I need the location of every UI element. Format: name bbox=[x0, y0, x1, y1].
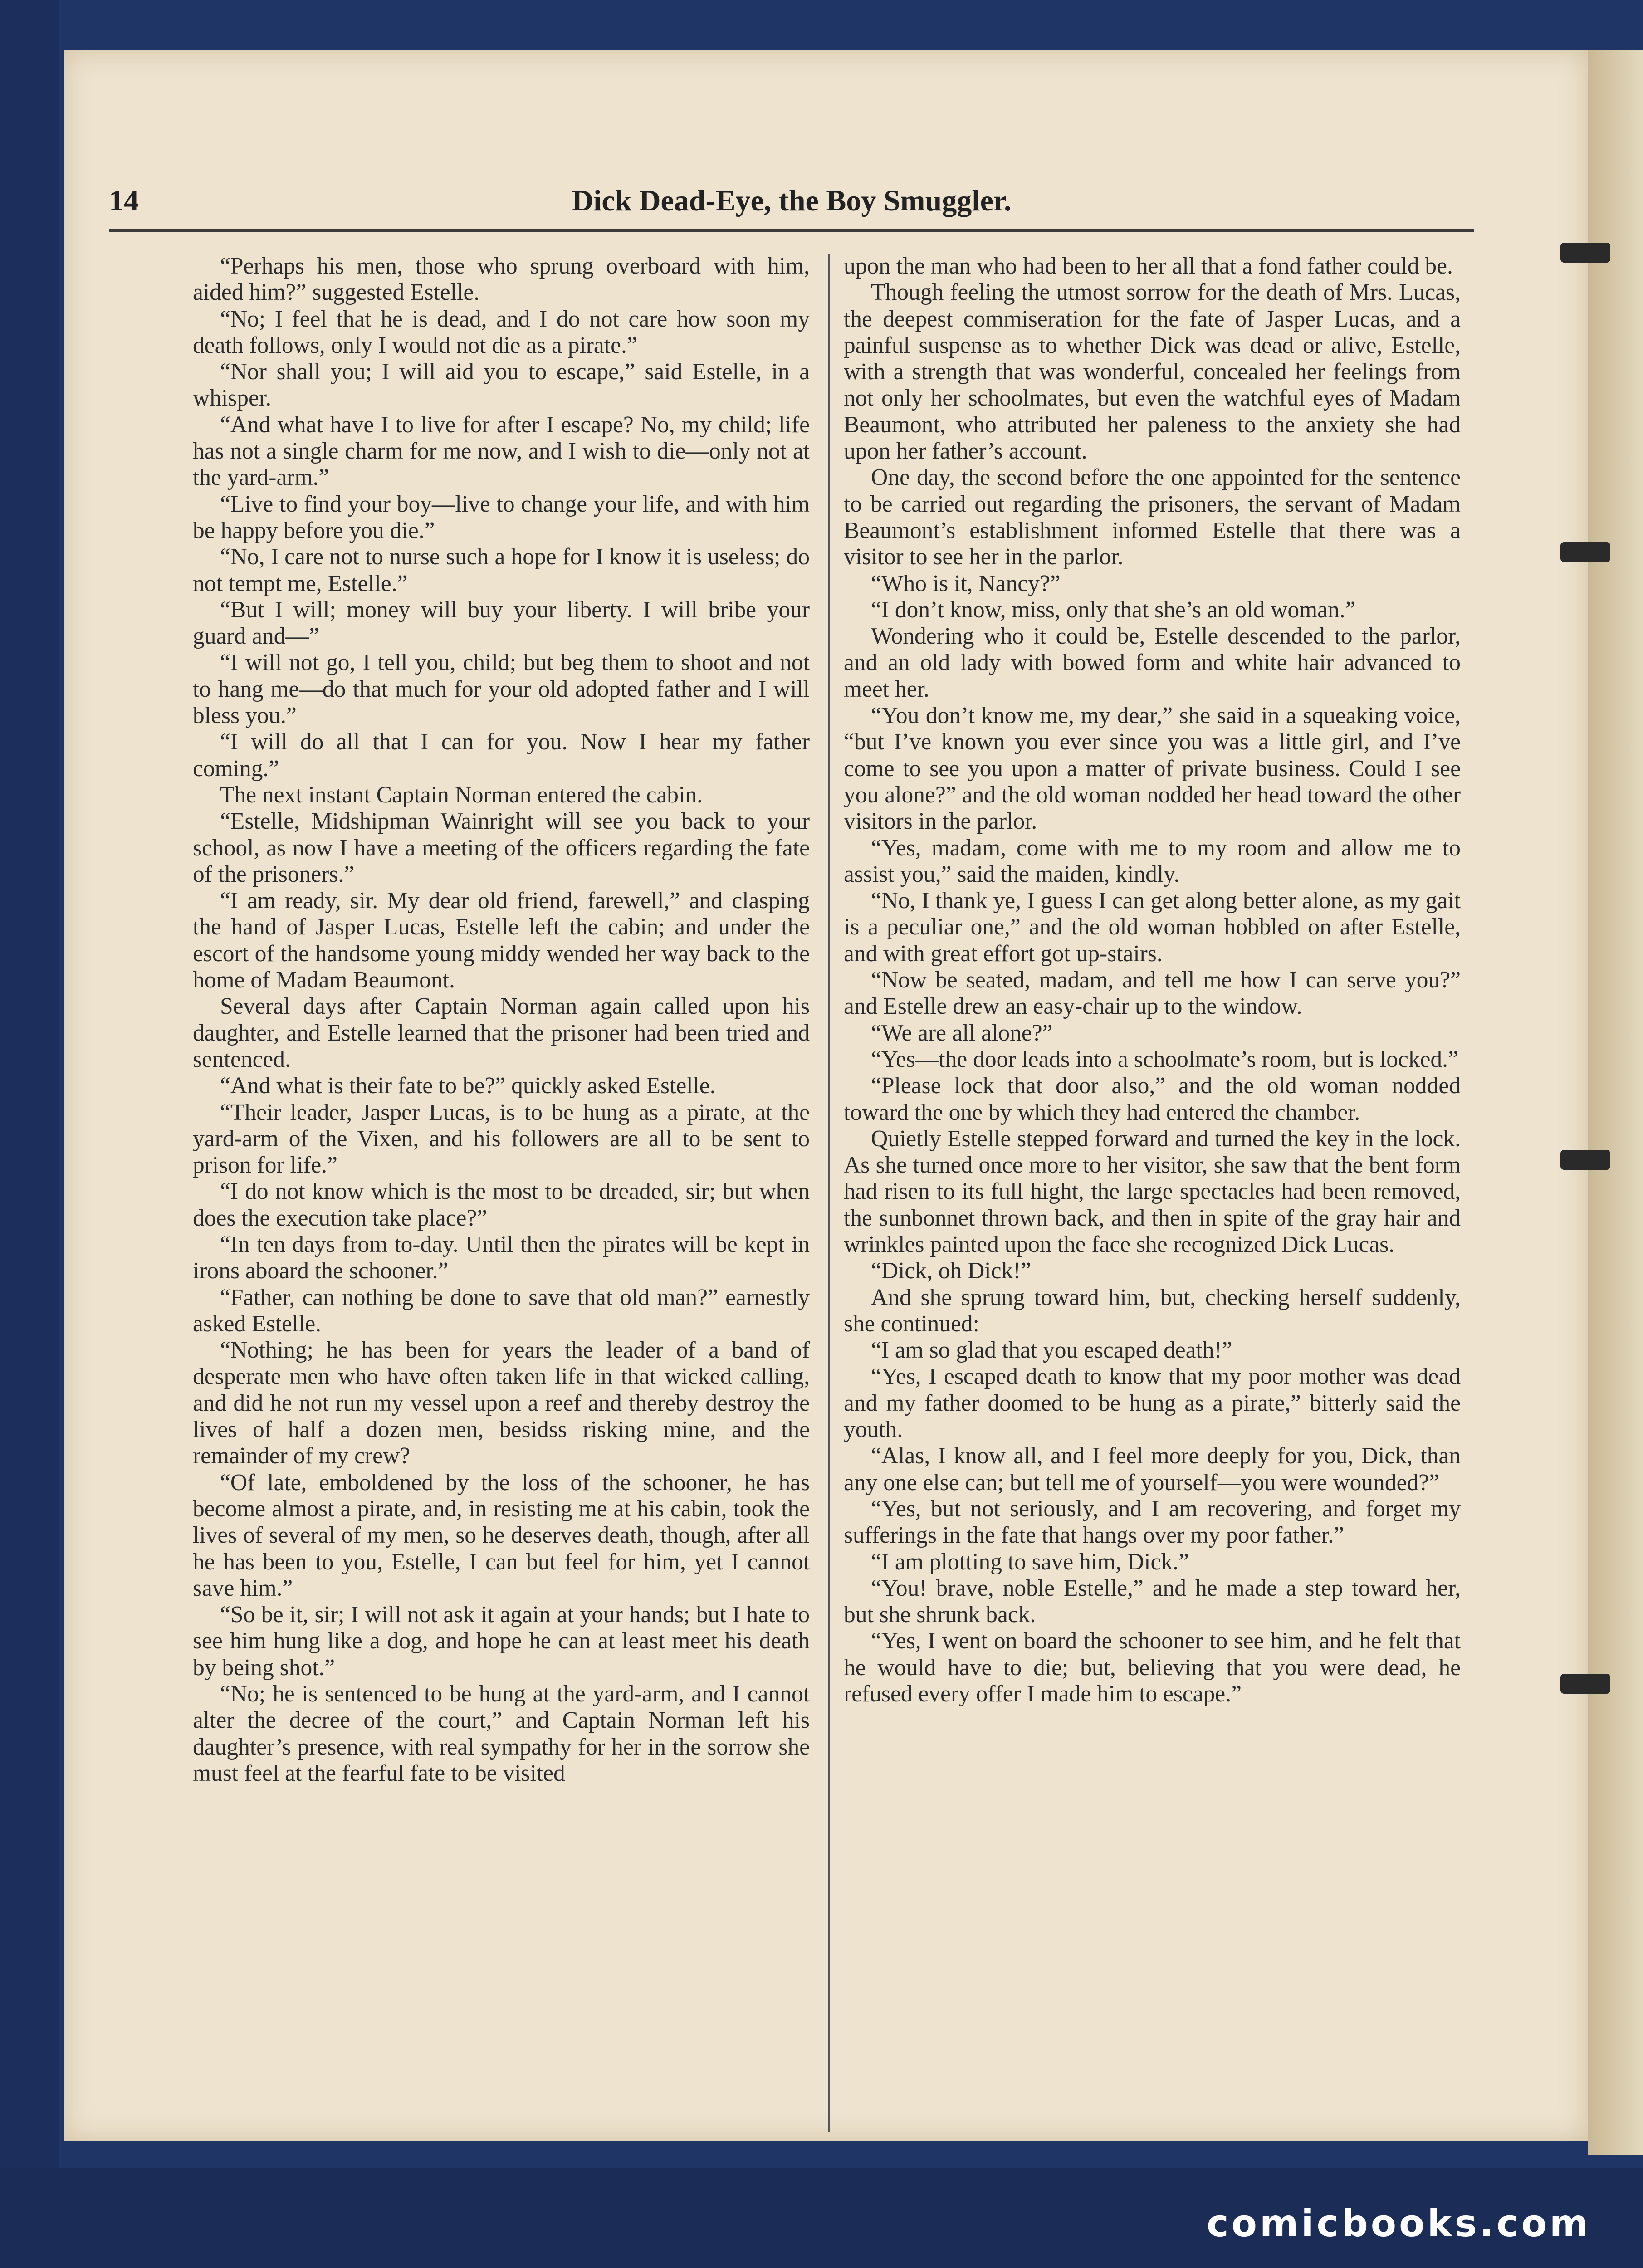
paragraph: “We are all alone?” bbox=[871, 1020, 1053, 1046]
paragraph: “No; he is sentenced to be hung at the yard-arm, and I cannot alter the decree of the court,” and Captain Norman left his daughter’s presence, with real sympathy for her in the sorrow she must feel at the fearful fate to be visited bbox=[193, 1681, 810, 1786]
page-header bbox=[109, 184, 1474, 232]
paragraph: Quietly Estelle stepped forward and turned the key in the lock. As she turned once more to her visitor, she saw that the bent form had risen to its full hight, the large spectacles had been removed, the sunbonnet thrown back, and then in spite of the gray hair and wrinkles painted upon the face she recognized Dick Lucas. bbox=[844, 1125, 1461, 1257]
paragraph: “And what is their fate to be?” quickly asked Estelle. bbox=[220, 1073, 716, 1099]
paragraph: “No, I care not to nurse such a hope for I know it is useless; do not tempt me, Estelle.” bbox=[193, 544, 810, 596]
paragraph: Wondering who it could be, Estelle descended to the parlor, and an old lady with bowed form and white hair advanced to meet her. bbox=[844, 623, 1461, 702]
paragraph: “I will do all that I can for you. Now I hear my father coming.” bbox=[193, 729, 810, 782]
site-watermark: comicbooks.com bbox=[1207, 2202, 1591, 2245]
paragraph: “I am plotting to save him, Dick.” bbox=[871, 1549, 1189, 1575]
paragraph: “In ten days from to-day. Until then the pirates will be kept in irons aboard the schooner.” bbox=[193, 1231, 810, 1284]
paragraph: “No; I feel that he is dead, and I do not care how soon my death follows, only I would not die as a pirate.” bbox=[193, 306, 810, 358]
paragraph: “I will not go, I tell you, child; but beg them to shoot and not to hang me—do that much for your old adopted father and I will bless you.” bbox=[193, 650, 810, 729]
paragraph: “Live to find your boy—live to change your life, and with him be happy before you die.” bbox=[193, 491, 810, 543]
paragraph: “And what have I to live for after I escape? No, my child; life has not a single charm for me now, and I wish to die—only not at the yard-arm.” bbox=[193, 411, 810, 491]
paragraph: “Yes, but not seriously, and I am recovering, and forget my sufferings in the fate that hangs over my poor father.” bbox=[844, 1496, 1461, 1549]
paragraph: “Of late, emboldened by the loss of the schooner, he has become almost a pirate, and, in resisting me at his cabin, took the lives of several of my men, so he deserves death, though, after all he has been to you, Estelle, I can but feel for him, yet I cannot save him.” bbox=[193, 1469, 810, 1601]
column-divider bbox=[828, 254, 830, 2132]
paragraph: And she sprung toward him, but, checking herself suddenly, she continued: bbox=[844, 1284, 1461, 1337]
paragraph: “You! brave, noble Estelle,” and he made a step toward her, but she shrunk back. bbox=[844, 1575, 1461, 1628]
paragraph: “I don’t know, miss, only that she’s an old woman.” bbox=[871, 596, 1356, 623]
paragraph: “Father, can nothing be done to save that old man?” earnestly asked Estelle. bbox=[193, 1284, 810, 1337]
paragraph: “Yes, I escaped death to know that my poor mother was dead and my father doomed to be hung as a pirate,” bitterly said the youth. bbox=[844, 1364, 1461, 1443]
paragraph: upon the man who had been to her all that a fond father could be. bbox=[844, 253, 1453, 279]
paragraph: “But I will; money will buy your liberty. I will bribe your guard and—” bbox=[193, 596, 810, 650]
paragraph: “You don’t know me, my dear,” she said in a squeaking voice, “but I’ve known you ever since you was a little girl, and I’ve come to see you upon a matter of private business. Could I see you alone?” and the old woman nodded her head toward the other visitors in the parlor. bbox=[844, 703, 1461, 835]
paragraph: “Yes, I went on board the schooner to see him, and he felt that he would have to die; but, believing that you were dead, he refused every offer I made him to escape.” bbox=[844, 1628, 1461, 1707]
paragraph: “I do not know which is the most to be dreaded, sir; but when does the execution take place?” bbox=[193, 1178, 810, 1231]
running-title: Dick Dead-Eye, the Boy Smuggler. bbox=[572, 184, 1012, 217]
binder-left-edge bbox=[0, 0, 59, 2268]
paragraph: “Nor shall you; I will aid you to escape,” said Estelle, in a whisper. bbox=[193, 359, 810, 411]
paragraph: “Their leader, Jasper Lucas, is to be hung as a pirate, at the yard-arm of the Vixen, and his followers are all to be sent to prison for life.” bbox=[193, 1099, 810, 1178]
binding-staple-2 bbox=[1560, 542, 1610, 562]
paragraph: “Nothing; he has been for years the leader of a band of desperate men who have often taken life in that wicked calling, and did he not run my vessel upon a reef and thereby destroy the lives of half a dozen men, besidss risking mine, and the remainder of my crew? bbox=[193, 1337, 810, 1469]
paragraph: “Perhaps his men, those who sprung overboard with him, aided him?” suggested Estelle. bbox=[193, 253, 810, 306]
paragraph: “Please lock that door also,” and the old woman nodded toward the one by which they had entered the chamber. bbox=[844, 1073, 1461, 1125]
paragraph: “Alas, I know all, and I feel more deeply for you, Dick, than any one else can; but tell me of yourself—you were wounded?” bbox=[844, 1443, 1461, 1496]
paragraph: Several days after Captain Norman again called upon his daughter, and Estelle learned that the prisoner had been tried and sentenced. bbox=[193, 993, 810, 1072]
left-column bbox=[193, 253, 810, 2140]
right-column bbox=[844, 253, 1461, 2140]
paragraph: Though feeling the utmost sorrow for the death of Mrs. Lucas, the deepest commiseration for the fate of Jasper Lucas, and a painful suspense as to whether Dick was dead or alive, Estelle, with a strength that was wonderful, concealed her feelings from not only her schoolmates, but even the watchful eyes of Madam Beaumont, who attributed her paleness to the anxiety she had upon her father’s account. bbox=[844, 279, 1461, 464]
next-page-edge bbox=[1588, 50, 1643, 2155]
binding-staple-3 bbox=[1560, 1150, 1610, 1170]
paragraph: “Who is it, Nancy?” bbox=[871, 570, 1061, 596]
paragraph: “Yes, madam, come with me to my room and allow me to assist you,” said the maiden, kindly. bbox=[844, 835, 1461, 887]
paragraph: “So be it, sir; I will not ask it again at your hands; but I hate to see him hung like a dog, and hope he can at least meet his death by being shot.” bbox=[193, 1602, 810, 1681]
paragraph: “Yes—the door leads into a schoolmate’s room, but is locked.” bbox=[871, 1046, 1458, 1072]
paragraph: The next instant Captain Norman entered the cabin. bbox=[220, 782, 703, 808]
binding-staple-4 bbox=[1560, 1674, 1610, 1694]
paragraph: “No, I thank ye, I guess I can get along better alone, as my gait is a peculiar one,” and the old woman hobbled on after Estelle, and with great effort got up-stairs. bbox=[844, 888, 1461, 967]
page-number: 14 bbox=[109, 184, 139, 217]
paragraph: “I am ready, sir. My dear old friend, farewell,” and clasping the hand of Jasper Lucas, Estelle left the cabin; and under the escort of the handsome young middy wended her way back to the home of Madam Beaumont. bbox=[193, 888, 810, 993]
paragraph: “I am so glad that you escaped death!” bbox=[871, 1337, 1232, 1364]
paragraph: “Now be seated, madam, and tell me how I can serve you?” and Estelle drew an easy-chair up to the window. bbox=[844, 967, 1461, 1020]
paragraph: “Dick, oh Dick!” bbox=[871, 1258, 1032, 1284]
paragraph: One day, the second before the one appointed for the sentence to be carried out regarding the prisoners, the servant of Madam Beaumont’s establishment informed Estelle that there was a visitor to see her in the parlor. bbox=[844, 464, 1461, 570]
binding-staple-1 bbox=[1560, 243, 1610, 263]
paragraph: “Estelle, Midshipman Wainright will see you back to your school, as now I have a meeting of the officers regarding the fate of the prisoners.” bbox=[193, 808, 810, 887]
